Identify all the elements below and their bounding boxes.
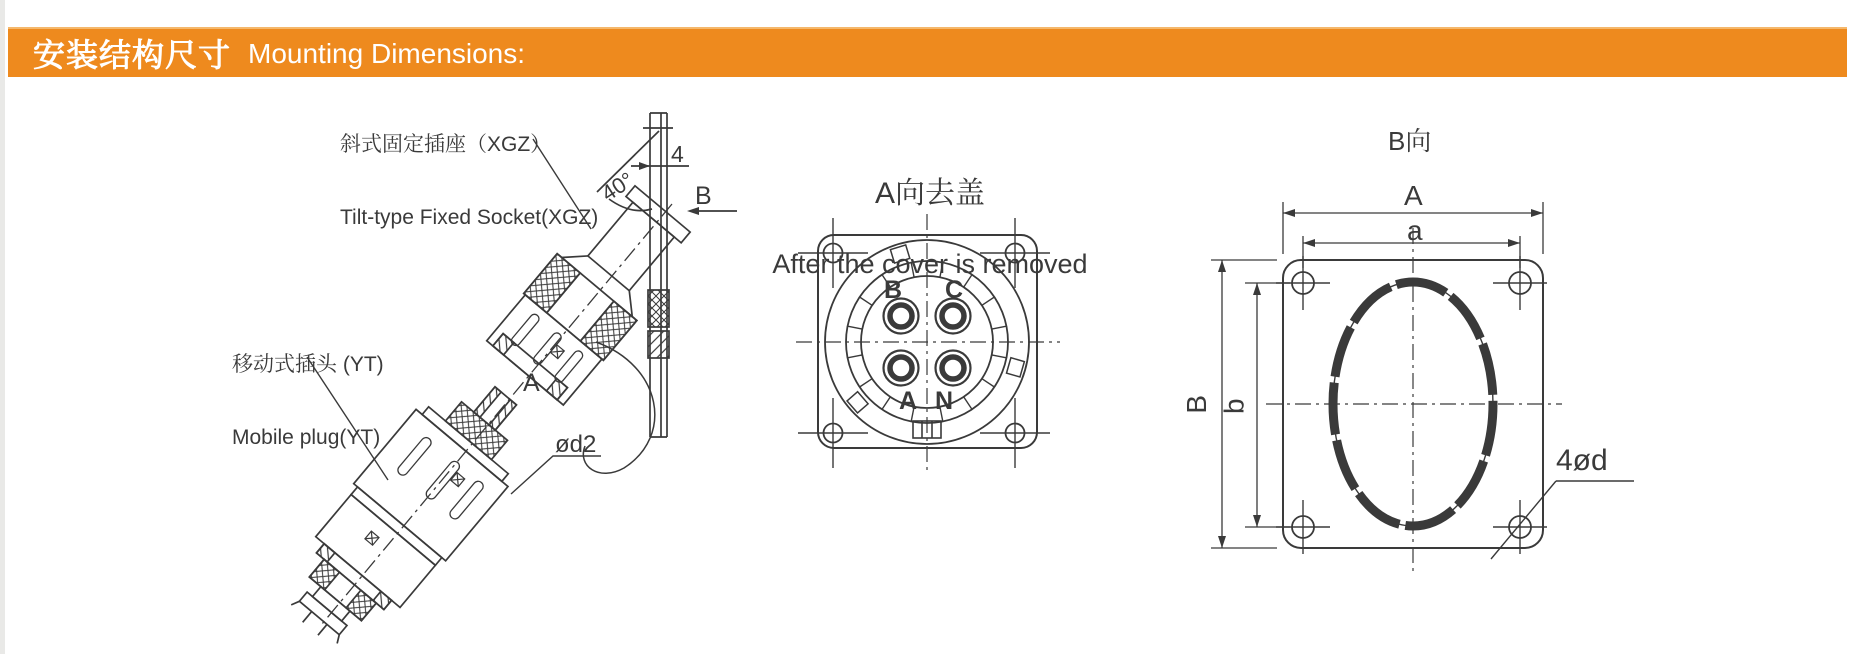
tilt-angle-label: 40° xyxy=(596,166,639,207)
view-b-title: B向 xyxy=(1388,126,1432,156)
plug-label-zh: 移动式插头 (YT) xyxy=(232,352,384,376)
contact-label-c: C xyxy=(945,276,964,304)
view-b-drawing xyxy=(1211,202,1634,574)
contact-label-a: A xyxy=(899,387,918,415)
front-view-title-zh: A向去盖 xyxy=(874,177,985,211)
dim-a-letter: a xyxy=(1407,215,1423,246)
contact-label-n: N xyxy=(935,387,954,415)
plug-label-en: Mobile plug(YT) xyxy=(232,425,381,449)
dim-B-letter: B xyxy=(1181,394,1213,414)
view-b-letter: B xyxy=(695,182,712,210)
socket-label-zh: 斜式固定插座（XGZ） xyxy=(340,132,552,156)
holes-dia-label: 4ød xyxy=(1556,444,1608,477)
cable-dia-leader xyxy=(511,456,601,494)
contact-label-b: B xyxy=(884,276,903,304)
panel-thickness-label: 4 xyxy=(671,141,684,167)
cable-dia-label: ød2 xyxy=(555,431,597,458)
socket-label xyxy=(340,84,598,279)
header-title-en: Mounting Dimensions: xyxy=(248,38,526,69)
view-b-holes xyxy=(1276,256,1547,554)
view-a-letter: A xyxy=(523,369,540,397)
plug-label xyxy=(232,304,384,499)
dim-A-letter: A xyxy=(1404,180,1423,211)
mounting-panel xyxy=(643,113,673,437)
socket-label-en: Tilt-type Fixed Socket(XGZ) xyxy=(340,205,599,229)
front-view-title-en: After the cover is removed xyxy=(772,248,1088,279)
front-view-title xyxy=(740,140,1120,317)
header-title-zh: 安装结构尺寸 xyxy=(33,37,232,73)
dim-b-letter: b xyxy=(1218,398,1250,415)
